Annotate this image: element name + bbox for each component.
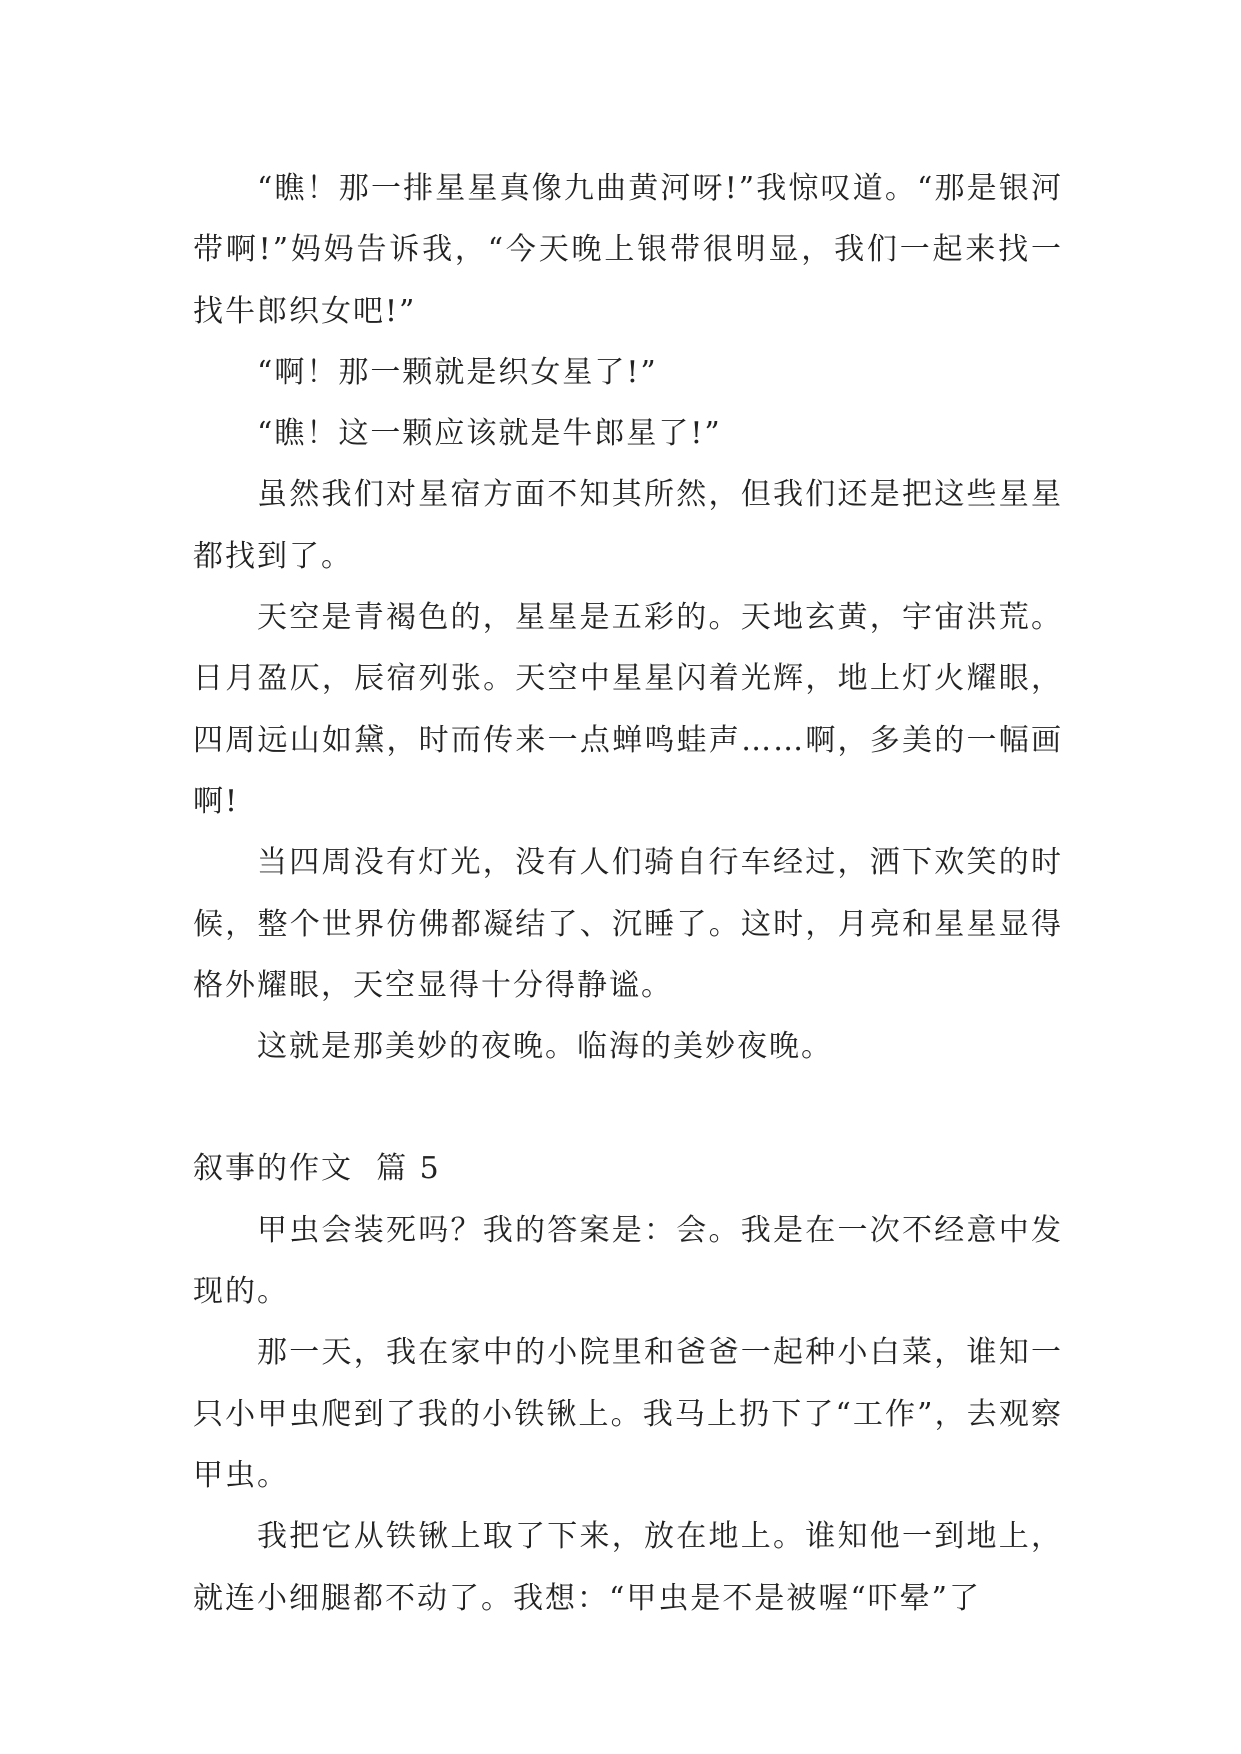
paragraph-8: 甲虫会装死吗？我的答案是：会。我是在一次不经意中发现的。 xyxy=(193,1212,1063,1310)
paragraph-9: 那一天，我在家中的小院里和爸爸一起种小白菜，谁知一只小甲虫爬到了我的小铁锹上。我马上扔下了“工作”，去观察甲虫。 xyxy=(193,1335,1063,1493)
paragraph-2: “啊！那一颗就是织女星了!” xyxy=(257,354,658,390)
document-body xyxy=(193,158,1063,1629)
paragraph-7: 这就是那美妙的夜晚。临海的美妙夜晚。 xyxy=(257,1029,833,1065)
paragraph-4: 虽然我们对星宿方面不知其所然，但我们还是把这些星星都找到了。 xyxy=(193,477,1063,574)
paragraph-6: 当四周没有灯光，没有人们骑自行车经过，洒下欢笑的时候，整个世界仿佛都凝结了、沉睡了。这时，月亮和星星显得格外耀眼，天空显得十分得静谧。 xyxy=(193,845,1063,1003)
paragraph-5: 天空是青褐色的，星星是五彩的。天地玄黄，宇宙洪荒。日月盈仄，辰宿列张。天空中星星闪着光辉，地上灯火耀眼，四周远山如黛，时而传来一点蝉鸣蛙声……啊，多美的一幅画啊! xyxy=(193,600,1063,819)
paragraph-10: 我把它从铁锹上取了下来，放在地上。谁知他一到地上，就连小细腿都不动了。我想：“甲虫是不是被喔“吓晕”了 xyxy=(193,1519,1063,1616)
paragraph-3: “瞧！这一颗应该就是牛郎星了!” xyxy=(257,416,722,452)
paragraph-1: “瞧！那一排星星真像九曲黄河呀!”我惊叹道。“那是银河带啊!”妈妈告诉我，“今天晚上银带很明显，我们一起来找一找牛郎织女吧!” xyxy=(193,171,1063,329)
section-heading: 叙事的作文 篇 5 xyxy=(193,1151,441,1187)
